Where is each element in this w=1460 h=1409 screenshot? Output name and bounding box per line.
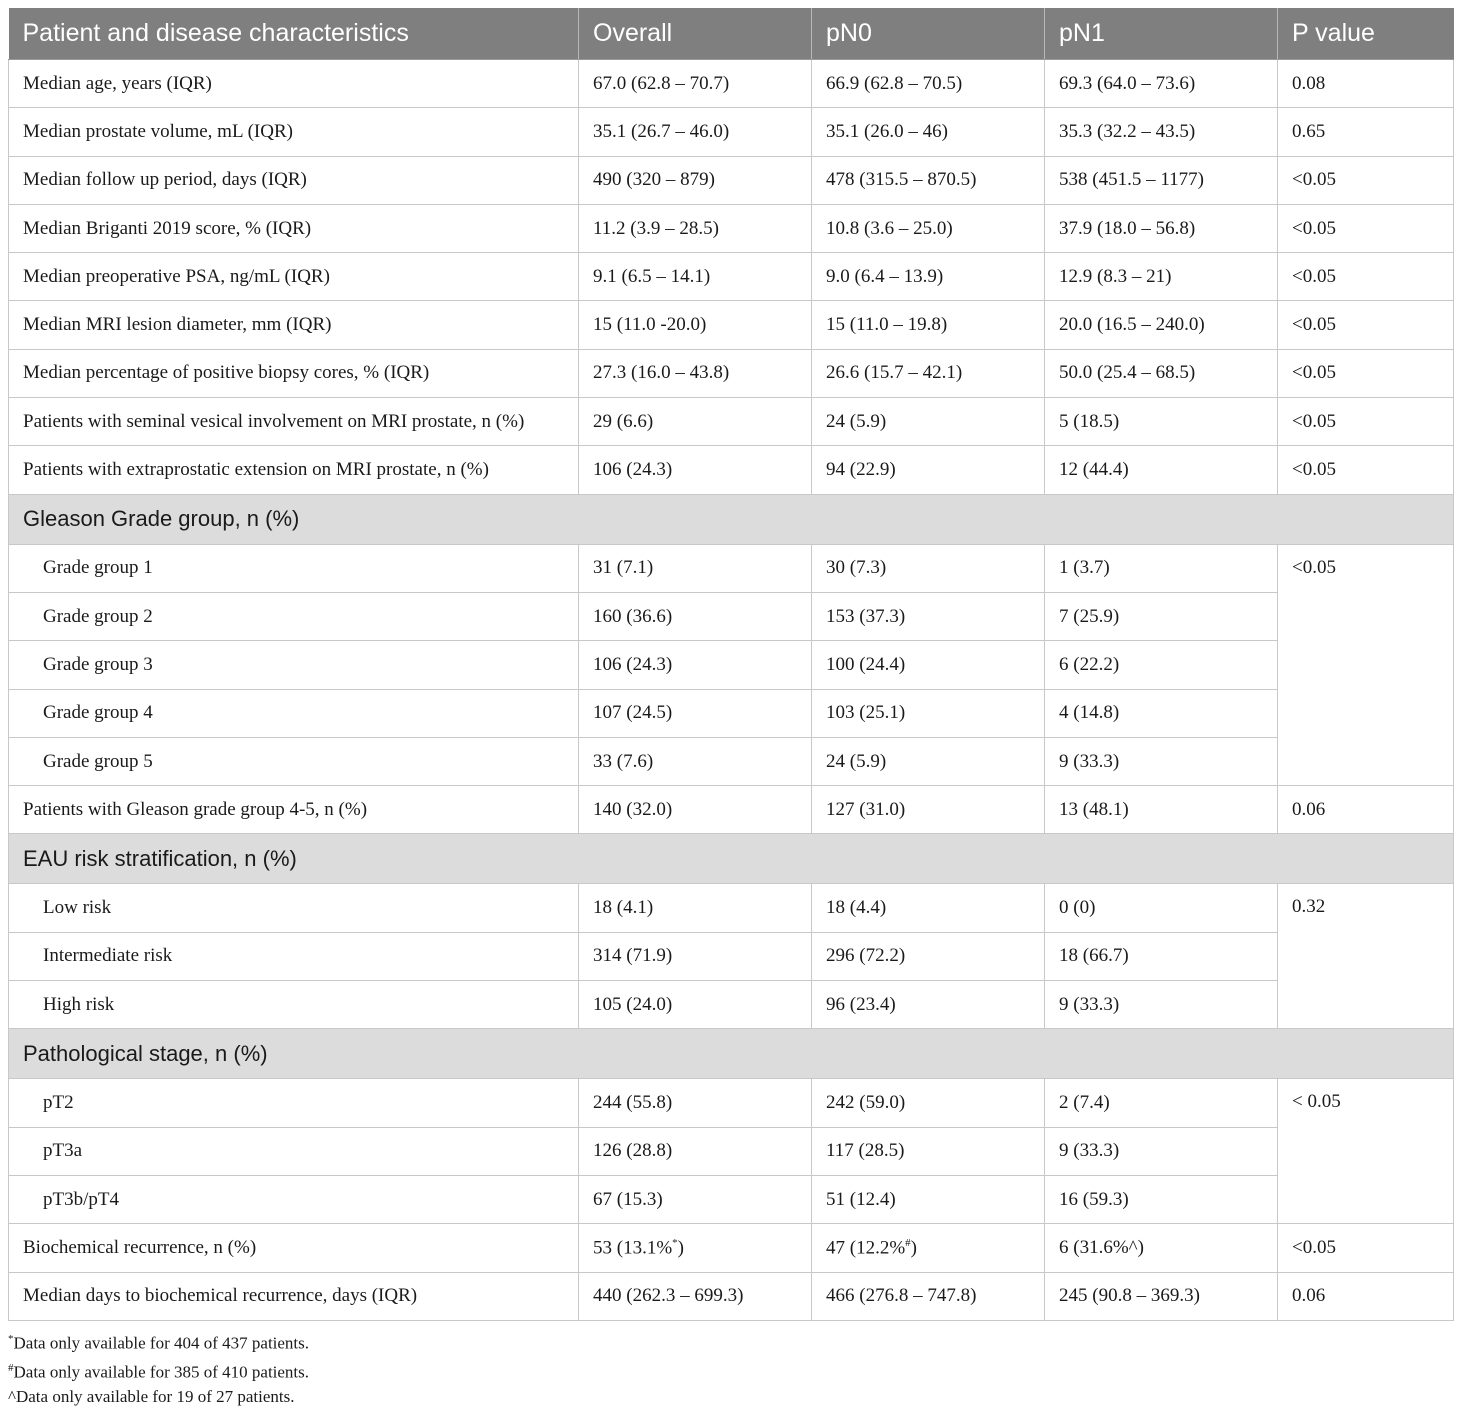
- footnote-mark: #: [905, 1236, 911, 1249]
- section-row-gleason: [9, 494, 1454, 544]
- cell-pn0: 117 (28.5): [812, 1127, 1045, 1175]
- row-label: Median age, years (IQR): [9, 60, 579, 108]
- cell-pn0: 103 (25.1): [812, 689, 1045, 737]
- cell-pn1: 245 (90.8 – 369.3): [1045, 1272, 1278, 1320]
- cell-pn0: 127 (31.0): [812, 786, 1045, 834]
- cell-pn0: 96 (23.4): [812, 981, 1045, 1029]
- row-label: Grade group 2: [9, 592, 579, 640]
- cell-pn1: 9 (33.3): [1045, 737, 1278, 785]
- footnote-text: ^Data only available for 19 of 27 patients.: [8, 1387, 295, 1407]
- cell-overall: 67.0 (62.8 – 70.7): [579, 60, 812, 108]
- footnote-text: Data only available for 404 of 437 patients.: [13, 1333, 310, 1353]
- cell-pn1: 16 (59.3): [1045, 1175, 1278, 1223]
- footnote-mark: #: [8, 1361, 14, 1374]
- cell-pn0: 94 (22.9): [812, 446, 1045, 494]
- cell-pn0: 35.1 (26.0 – 46): [812, 108, 1045, 156]
- table-row: [9, 1272, 1454, 1320]
- cell-pn1: 9 (33.3): [1045, 1127, 1278, 1175]
- cell-overall: 106 (24.3): [579, 446, 812, 494]
- cell-pn1: 12 (44.4): [1045, 446, 1278, 494]
- row-label: Intermediate risk: [9, 932, 579, 980]
- cell-p-value: 0.06: [1278, 786, 1454, 834]
- cell-p-value: < 0.05: [1278, 1079, 1454, 1224]
- row-label: Patients with Gleason grade group 4-5, n (%): [9, 786, 579, 834]
- cell-text: 47 (12.2%: [826, 1237, 906, 1259]
- cell-text: ): [910, 1237, 917, 1259]
- row-label: Median Briganti 2019 score, % (IQR): [9, 204, 579, 252]
- footnote-mark: *: [8, 1333, 14, 1345]
- table-row: [9, 544, 1454, 592]
- cell-p-value: <0.05: [1278, 204, 1454, 252]
- table-row: [9, 786, 1454, 834]
- cell-overall: 106 (24.3): [579, 641, 812, 689]
- cell-overall: 314 (71.9): [579, 932, 812, 980]
- cell-overall: 105 (24.0): [579, 981, 812, 1029]
- table-row: [9, 156, 1454, 204]
- cell-overall: 67 (15.3): [579, 1175, 812, 1223]
- cell-pn1: 0 (0): [1045, 884, 1278, 932]
- header-characteristics: Patient and disease characteristics: [9, 8, 579, 60]
- table-row: [9, 301, 1454, 349]
- cell-overall: 9.1 (6.5 – 14.1): [579, 253, 812, 301]
- table-row: [9, 253, 1454, 301]
- cell-overall: 140 (32.0): [579, 786, 812, 834]
- table-row: [9, 446, 1454, 494]
- cell-p-value: <0.05: [1278, 398, 1454, 446]
- cell-pn1: 12.9 (8.3 – 21): [1045, 253, 1278, 301]
- cell-pn0: 242 (59.0): [812, 1079, 1045, 1127]
- cell-overall: 107 (24.5): [579, 689, 812, 737]
- cell-pn1: 50.0 (25.4 – 68.5): [1045, 349, 1278, 397]
- table-row: [9, 1175, 1454, 1223]
- header-overall: Overall: [579, 8, 812, 60]
- cell-pn0: 478 (315.5 – 870.5): [812, 156, 1045, 204]
- section-title-stage: Pathological stage, n (%): [9, 1029, 1454, 1079]
- table-row: [9, 981, 1454, 1029]
- table-row: [9, 398, 1454, 446]
- cell-text: 53 (13.1%: [593, 1237, 673, 1259]
- header-p-value: P value: [1278, 8, 1454, 60]
- cell-pn0: 153 (37.3): [812, 592, 1045, 640]
- footnote-mark: *: [672, 1236, 678, 1249]
- section-row-eau: [9, 834, 1454, 884]
- cell-pn1: 6 (31.6%^): [1045, 1224, 1278, 1272]
- table-row: [9, 932, 1454, 980]
- header-pn1: pN1: [1045, 8, 1278, 60]
- row-label: Median preoperative PSA, ng/mL (IQR): [9, 253, 579, 301]
- header-pn0: pN0: [812, 8, 1045, 60]
- row-label: Patients with extraprostatic extension on MRI prostate, n (%): [9, 446, 579, 494]
- table-row: [9, 204, 1454, 252]
- cell-pn0: 10.8 (3.6 – 25.0): [812, 204, 1045, 252]
- cell-overall: 160 (36.6): [579, 592, 812, 640]
- footnote-text: Data only available for 385 of 410 patients.: [13, 1362, 310, 1382]
- cell-pn1: 4 (14.8): [1045, 689, 1278, 737]
- footnote: [8, 1327, 309, 1356]
- section-row-stage: [9, 1029, 1454, 1079]
- footnote: [8, 1384, 309, 1409]
- cell-text: ): [677, 1237, 684, 1259]
- cell-overall: 18 (4.1): [579, 884, 812, 932]
- cell-pn1: 37.9 (18.0 – 56.8): [1045, 204, 1278, 252]
- cell-overall: 27.3 (16.0 – 43.8): [579, 349, 812, 397]
- cell-pn1: 6 (22.2): [1045, 641, 1278, 689]
- cell-p-value: <0.05: [1278, 1224, 1454, 1272]
- characteristics-table: [8, 8, 1454, 1321]
- cell-pn0: 51 (12.4): [812, 1175, 1045, 1223]
- cell-p-value: 0.08: [1278, 60, 1454, 108]
- cell-overall: 33 (7.6): [579, 737, 812, 785]
- cell-p-value: <0.05: [1278, 544, 1454, 785]
- row-label: Grade group 4: [9, 689, 579, 737]
- cell-pn0: 296 (72.2): [812, 932, 1045, 980]
- row-label: Patients with seminal vesical involvement on MRI prostate, n (%): [9, 398, 579, 446]
- cell-pn1: 538 (451.5 – 1177): [1045, 156, 1278, 204]
- cell-pn1: 5 (18.5): [1045, 398, 1278, 446]
- cell-overall: 490 (320 – 879): [579, 156, 812, 204]
- section-title-gleason: Gleason Grade group, n (%): [9, 494, 1454, 544]
- cell-p-value: 0.32: [1278, 884, 1454, 1029]
- cell-pn0: [812, 1224, 1045, 1272]
- row-label: Biochemical recurrence, n (%): [9, 1224, 579, 1272]
- cell-overall: [579, 1224, 812, 1272]
- cell-pn0: 24 (5.9): [812, 737, 1045, 785]
- section-title-eau: EAU risk stratification, n (%): [9, 834, 1454, 884]
- row-label: Median prostate volume, mL (IQR): [9, 108, 579, 156]
- table-row: [9, 592, 1454, 640]
- cell-p-value: 0.06: [1278, 1272, 1454, 1320]
- cell-overall: 126 (28.8): [579, 1127, 812, 1175]
- table-row: [9, 108, 1454, 156]
- cell-pn0: 66.9 (62.8 – 70.5): [812, 60, 1045, 108]
- row-label: Grade group 3: [9, 641, 579, 689]
- row-label: pT3b/pT4: [9, 1175, 579, 1223]
- table-row: [9, 1224, 1454, 1272]
- cell-pn1: 7 (25.9): [1045, 592, 1278, 640]
- cell-pn1: 18 (66.7): [1045, 932, 1278, 980]
- cell-overall: 11.2 (3.9 – 28.5): [579, 204, 812, 252]
- cell-overall: 440 (262.3 – 699.3): [579, 1272, 812, 1320]
- row-label: pT3a: [9, 1127, 579, 1175]
- header-row: [9, 8, 1454, 60]
- row-label: pT2: [9, 1079, 579, 1127]
- cell-p-value: <0.05: [1278, 301, 1454, 349]
- row-label: Low risk: [9, 884, 579, 932]
- cell-p-value: <0.05: [1278, 349, 1454, 397]
- cell-pn0: 100 (24.4): [812, 641, 1045, 689]
- cell-pn0: 9.0 (6.4 – 13.9): [812, 253, 1045, 301]
- cell-pn1: 13 (48.1): [1045, 786, 1278, 834]
- table-row: [9, 689, 1454, 737]
- cell-pn1: 9 (33.3): [1045, 981, 1278, 1029]
- cell-p-value: <0.05: [1278, 446, 1454, 494]
- cell-pn1: 20.0 (16.5 – 240.0): [1045, 301, 1278, 349]
- cell-p-value: 0.65: [1278, 108, 1454, 156]
- table-row: [9, 1127, 1454, 1175]
- row-label: Median percentage of positive biopsy cores, % (IQR): [9, 349, 579, 397]
- row-label: Grade group 1: [9, 544, 579, 592]
- cell-overall: 35.1 (26.7 – 46.0): [579, 108, 812, 156]
- footnote: [8, 1356, 309, 1385]
- row-label: Grade group 5: [9, 737, 579, 785]
- cell-p-value: <0.05: [1278, 253, 1454, 301]
- table-row: [9, 1079, 1454, 1127]
- cell-pn1: 1 (3.7): [1045, 544, 1278, 592]
- cell-pn0: 30 (7.3): [812, 544, 1045, 592]
- footnotes: [8, 1327, 309, 1409]
- cell-pn0: 18 (4.4): [812, 884, 1045, 932]
- row-label: Median follow up period, days (IQR): [9, 156, 579, 204]
- cell-pn0: 24 (5.9): [812, 398, 1045, 446]
- row-label: Median days to biochemical recurrence, days (IQR): [9, 1272, 579, 1320]
- table-row: [9, 349, 1454, 397]
- row-label: High risk: [9, 981, 579, 1029]
- cell-pn0: 26.6 (15.7 – 42.1): [812, 349, 1045, 397]
- cell-pn1: 2 (7.4): [1045, 1079, 1278, 1127]
- cell-p-value: <0.05: [1278, 156, 1454, 204]
- cell-overall: 244 (55.8): [579, 1079, 812, 1127]
- table-row: [9, 737, 1454, 785]
- cell-overall: 29 (6.6): [579, 398, 812, 446]
- cell-pn0: 466 (276.8 – 747.8): [812, 1272, 1045, 1320]
- cell-pn0: 15 (11.0 – 19.8): [812, 301, 1045, 349]
- table-row: [9, 641, 1454, 689]
- cell-overall: 31 (7.1): [579, 544, 812, 592]
- table-row: [9, 60, 1454, 108]
- cell-pn1: 35.3 (32.2 – 43.5): [1045, 108, 1278, 156]
- table-row: [9, 884, 1454, 932]
- cell-pn1: 69.3 (64.0 – 73.6): [1045, 60, 1278, 108]
- row-label: Median MRI lesion diameter, mm (IQR): [9, 301, 579, 349]
- cell-overall: 15 (11.0 -20.0): [579, 301, 812, 349]
